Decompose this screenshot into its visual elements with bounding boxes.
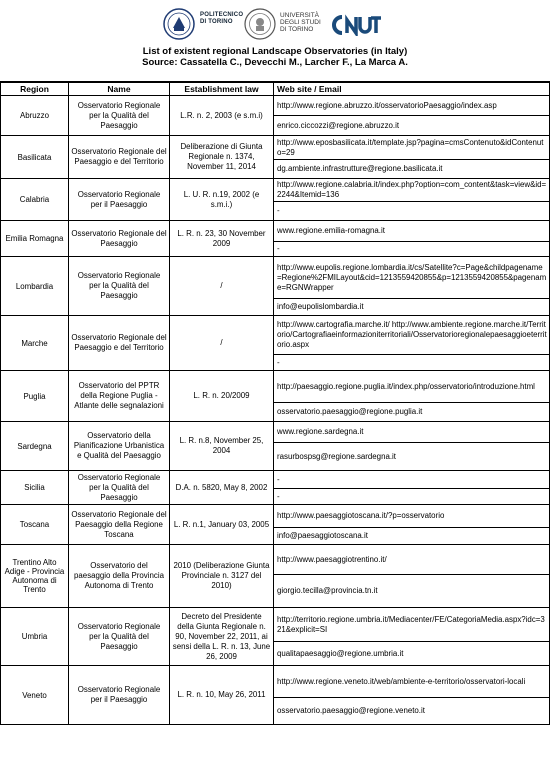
email-link[interactable]: qualitapaesaggio@regione.umbria.it xyxy=(274,642,550,666)
establishment-law-cell: / xyxy=(170,316,274,371)
observatory-name-cell: Osservatorio Regionale del Paesaggio della Regione Toscana xyxy=(69,505,170,545)
website-link[interactable]: http://www.regione.veneto.it/web/ambiente-e-territorio/osservatori-locali xyxy=(274,666,550,698)
region-cell: Calabria xyxy=(1,179,69,221)
column-header-law: Establishment law xyxy=(170,83,274,96)
establishment-law-cell: L. R. n. 10, May 26, 2011 xyxy=(170,666,274,725)
website-link[interactable]: http://www.paesaggiotoscana.it/?p=osservatorio xyxy=(274,505,550,528)
region-cell: Sicilia xyxy=(1,471,69,505)
table-row xyxy=(1,221,550,242)
region-cell: Puglia xyxy=(1,371,69,422)
table-row xyxy=(1,666,550,698)
website-link[interactable]: http://www.eupolis.regione.lombardia.it/cs/Satellite?c=Page&childpagename=Regione%2FMILayout&cid=1213559420855&p=1213559420855&pagename=RGNWrapper xyxy=(274,257,550,299)
establishment-law-cell: 2010 (Deliberazione Giunta Provinciale n. 3127 del 2010) xyxy=(170,545,274,608)
website-link[interactable]: http://www.paesaggiotrentino.it/ xyxy=(274,545,550,575)
table-row xyxy=(1,371,550,403)
region-cell: Lombardia xyxy=(1,257,69,316)
table-row xyxy=(1,505,550,528)
unito-label xyxy=(280,12,321,33)
region-cell: Veneto xyxy=(1,666,69,725)
table-row xyxy=(1,545,550,575)
website-link[interactable]: www.regione.emilia-romagna.it xyxy=(274,221,550,242)
region-cell: Toscana xyxy=(1,505,69,545)
table-row xyxy=(1,471,550,489)
observatory-name-cell: Osservatorio della Pianificazione Urbanistica e Qualità del Paesaggio xyxy=(69,422,170,471)
logo-bar xyxy=(0,6,550,42)
polito-label-line2: DI TORINO xyxy=(200,19,233,25)
email-link[interactable]: info@paesaggiotoscana.it xyxy=(274,528,550,545)
establishment-law-cell: L. R. n. 23, 30 November 2009 xyxy=(170,221,274,257)
observatory-name-cell: Osservatorio Regionale del Paesaggio e del Territorio xyxy=(69,316,170,371)
column-header-name: Name xyxy=(69,83,170,96)
observatories-table xyxy=(0,82,550,725)
region-cell: Trentino Alto Adige - Provincia Autonoma di Trento xyxy=(1,545,69,608)
cnut-logo xyxy=(332,14,382,36)
unito-label-line3: DI TORINO xyxy=(280,26,314,33)
observatory-name-cell: Osservatorio Regionale del Paesaggio e del Territorio xyxy=(69,136,170,179)
region-cell: Basilicata xyxy=(1,136,69,179)
unito-seal-logo xyxy=(244,8,276,40)
establishment-law-cell: L. R. n.1, January 03, 2005 xyxy=(170,505,274,545)
title-line: List of existent regional Landscape Observatories (in Italy) xyxy=(142,46,408,57)
observatory-name-cell: Osservatorio Regionale per la Qualità del Paesaggio xyxy=(69,257,170,316)
polito-seal-logo xyxy=(163,8,195,40)
website-link[interactable]: http://paesaggio.regione.puglia.it/index.php/osservatorio/introduzione.html xyxy=(274,371,550,403)
website-link[interactable]: www.regione.sardegna.it xyxy=(274,422,550,443)
email-cell: - xyxy=(274,202,550,221)
email-cell: - xyxy=(274,355,550,371)
table-row xyxy=(1,316,550,355)
table-row xyxy=(1,608,550,642)
website-link[interactable]: http://www.eposbasilicata.it/template.jsp?pagina=cmsContenuto&idContenuto=29 xyxy=(274,136,550,160)
observatory-name-cell: Osservatorio Regionale per la Qualità del Paesaggio xyxy=(69,608,170,666)
email-link[interactable]: osservatorio.paesaggio@regione.veneto.it xyxy=(274,698,550,725)
establishment-law-cell: L.R. n. 2, 2003 (e s.m.i) xyxy=(170,96,274,136)
table-row xyxy=(1,422,550,443)
polito-label-line1: POLITECNICO xyxy=(200,12,244,18)
email-link[interactable]: info@eupolislombardia.it xyxy=(274,299,550,316)
website-link[interactable]: http://www.regione.abruzzo.it/osservatorioPaesaggio/index.asp xyxy=(274,96,550,116)
observatory-name-cell: Osservatorio Regionale del Paesaggio xyxy=(69,221,170,257)
region-cell: Umbria xyxy=(1,608,69,666)
establishment-law-cell: D.A. n. 5820, May 8, 2002 xyxy=(170,471,274,505)
observatory-name-cell: Osservatorio del paesaggio della Provincia Autonoma di Trento xyxy=(69,545,170,608)
establishment-law-cell: / xyxy=(170,257,274,316)
polito-label xyxy=(200,12,243,26)
observatory-name-cell: Osservatorio Regionale per la Qualità del Paesaggio xyxy=(69,471,170,505)
website-cell: - xyxy=(274,471,550,489)
document-header xyxy=(0,0,550,82)
table-row xyxy=(1,96,550,116)
email-link[interactable]: dg.ambiente.infrastrutture@regione.basilicata.it xyxy=(274,160,550,179)
table-body xyxy=(1,96,550,725)
table-header-row xyxy=(1,83,550,96)
email-link[interactable]: osservatorio.paesaggio@regione.puglia.it xyxy=(274,403,550,422)
observatory-name-cell: Osservatorio Regionale per il Paesaggio xyxy=(69,666,170,725)
source-line: Source: Cassatella C., Devecchi M., Larcher F., La Marca A. xyxy=(142,57,408,68)
column-header-region: Region xyxy=(1,83,69,96)
column-header-web: Web site / Email xyxy=(274,83,550,96)
observatory-name-cell: Osservatorio Regionale per il Paesaggio xyxy=(69,179,170,221)
email-link[interactable]: rasurbospsg@regione.sardegna.it xyxy=(274,443,550,471)
email-link[interactable]: giorgio.tecilla@provincia.tn.it xyxy=(274,575,550,608)
establishment-law-cell: Decreto del Presidente della Giunta Regionale n. 90, November 22, 2011, ai sensi della L. R. n. 13, June 26, 2009 xyxy=(170,608,274,666)
website-link[interactable]: http://www.regione.calabria.it/index.php?option=com_content&task=view&id=2244&Itemid=136 xyxy=(274,179,550,202)
website-link[interactable]: http://territorio.regione.umbria.it/Mediacenter/FE/CategoriaMedia.aspx?idc=321&explicit=SI xyxy=(274,608,550,642)
document-title xyxy=(0,46,550,68)
region-cell: Sardegna xyxy=(1,422,69,471)
email-cell: - xyxy=(274,489,550,505)
observatory-name-cell: Osservatorio Regionale per la Qualità del Paesaggio xyxy=(69,96,170,136)
unito-label-line2: DEGLI STUDI xyxy=(280,19,321,26)
table-row xyxy=(1,257,550,299)
establishment-law-cell: L. R. n.8, November 25, 2004 xyxy=(170,422,274,471)
establishment-law-cell: Deliberazione di Giunta Regionale n. 1374, November 11, 2014 xyxy=(170,136,274,179)
establishment-law-cell: L. R. n. 20/2009 xyxy=(170,371,274,422)
observatory-name-cell: Osservatorio del PPTR della Regione Puglia - Atlante delle segnalazioni xyxy=(69,371,170,422)
unito-label-line1: UNIVERSITÀ xyxy=(280,12,320,19)
email-cell: - xyxy=(274,242,550,257)
region-cell: Abruzzo xyxy=(1,96,69,136)
region-cell: Emilia Romagna xyxy=(1,221,69,257)
table-row xyxy=(1,136,550,160)
email-link[interactable]: enrico.ciccozzi@regione.abruzzo.it xyxy=(274,116,550,136)
table-row xyxy=(1,179,550,202)
establishment-law-cell: L. U. R. n.19, 2002 (e s.m.i.) xyxy=(170,179,274,221)
region-cell: Marche xyxy=(1,316,69,371)
website-link[interactable]: http://www.cartografia.marche.it/ http://www.ambiente.regione.marche.it/Territorio/Cartografiaeinformazioniterritoriali/Osservatorioregionalepaesaggioeterritorio.aspx xyxy=(274,316,550,355)
